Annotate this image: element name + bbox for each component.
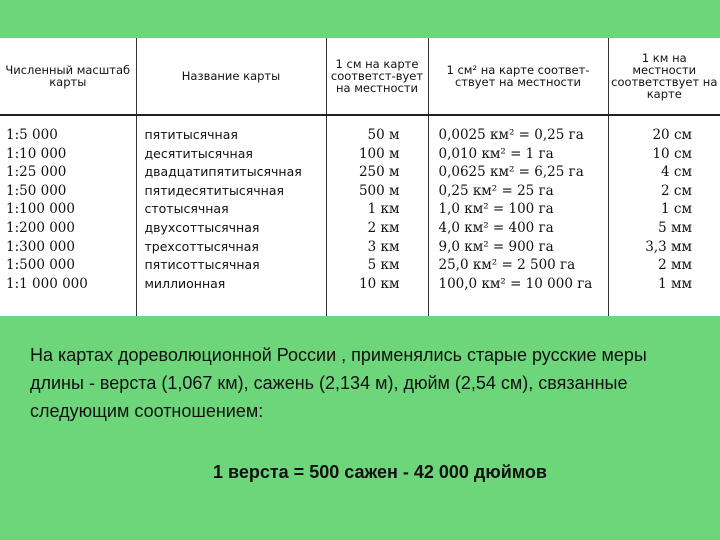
header-km-on-ground: 1 км на местности соответствует на карте [608,38,720,115]
table-body-row [0,115,720,316]
table-cell-sq: 0,25 км² = 25 га [438,182,554,199]
column-km [608,115,720,316]
table-cell-km: 2 см [661,182,692,199]
table-cell-scale: 1:100 000 [6,201,75,218]
table-cell-sq: 4,0 км² = 400 га [438,219,554,236]
table-cell-name: пятисоттысячная [144,257,260,273]
table-cell-scale: 1:1 000 000 [6,275,88,292]
header-cm-on-map: 1 см на карте соответст-вует на местности [326,38,428,115]
table-cell-name: двухсоттысячная [144,219,260,235]
column-cm [326,115,428,316]
table-cell-name: двадцатипятитысячная [144,164,302,180]
table-cell-km: 20 см [652,127,692,143]
table-cell-sq: 0,0625 км² = 6,25 га [438,164,584,181]
caption-text: На картах дореволюционной России , применялись старые русские меры длины - верста (1,067 км), сажень (2,134 м), дюйм (2,54 см), связанные следующим соотношением: [30,345,647,421]
table-cell-sq: 0,010 км² = 1 га [438,145,554,162]
table-cell-cm: 250 м [358,164,400,181]
table-cell-sq: 1,0 км² = 100 га [438,201,554,218]
table-cell-km: 5 мм [658,219,692,236]
table-cell-scale: 1:500 000 [6,257,75,274]
table-cell-cm: 500 м [358,182,400,199]
table-cell-cm: 50 м [367,127,400,143]
table-cell-cm: 100 м [358,145,400,162]
table-cell-name: миллионная [144,275,226,291]
header-sq-cm-on-map: 1 см² на карте соответ-ствует на местности [428,38,608,115]
map-scale-table [0,38,720,316]
table-cell-scale: 1:50 000 [6,182,67,199]
table-cell-name: десятитысячная [144,145,253,161]
header-numeric-scale: Численный масштаб карты [0,38,136,115]
table-cell-scale: 1:300 000 [6,238,75,255]
table-cell-scale: 1:10 000 [6,145,67,162]
table-cell-scale: 1:25 000 [6,164,67,181]
column-name [136,115,326,316]
conversion-formula: 1 верста = 500 сажен - 42 000 дюймов [213,462,547,482]
table-cell-cm: 2 км [367,219,400,236]
table-cell-km: 1 см [661,201,692,218]
table-cell-scale: 1:5 000 [6,127,58,143]
table-header-row [0,38,720,115]
column-scale [0,115,136,316]
table-cell-sq: 100,0 км² = 10 000 га [438,275,593,292]
table-cell-cm: 1 км [367,201,400,218]
table-cell-km: 2 мм [658,257,692,274]
table-cell-name: пятидесятитысячная [144,182,285,198]
table-cell-km: 4 см [661,164,692,181]
table-cell-km: 3,3 мм [645,238,692,255]
table-cell-sq: 0,0025 км² = 0,25 га [438,127,584,143]
table-cell-name: пятитысячная [144,127,238,142]
table-cell-km: 10 см [652,145,692,162]
table-cell-cm: 10 км [359,275,400,292]
column-sq [428,115,608,316]
table-cell-cm: 3 км [367,238,400,255]
table-cell-sq: 9,0 км² = 900 га [438,238,554,255]
table-cell-name: трехсоттысячная [144,238,259,254]
table-cell-km: 1 мм [658,275,692,292]
header-map-name: Название карты [136,38,326,115]
scale-table-scan [0,38,720,316]
table-cell-name: стотысячная [144,201,229,217]
table-cell-cm: 5 км [367,257,400,274]
table-cell-sq: 25,0 км² = 2 500 га [438,257,576,274]
table-cell-scale: 1:200 000 [6,219,75,236]
